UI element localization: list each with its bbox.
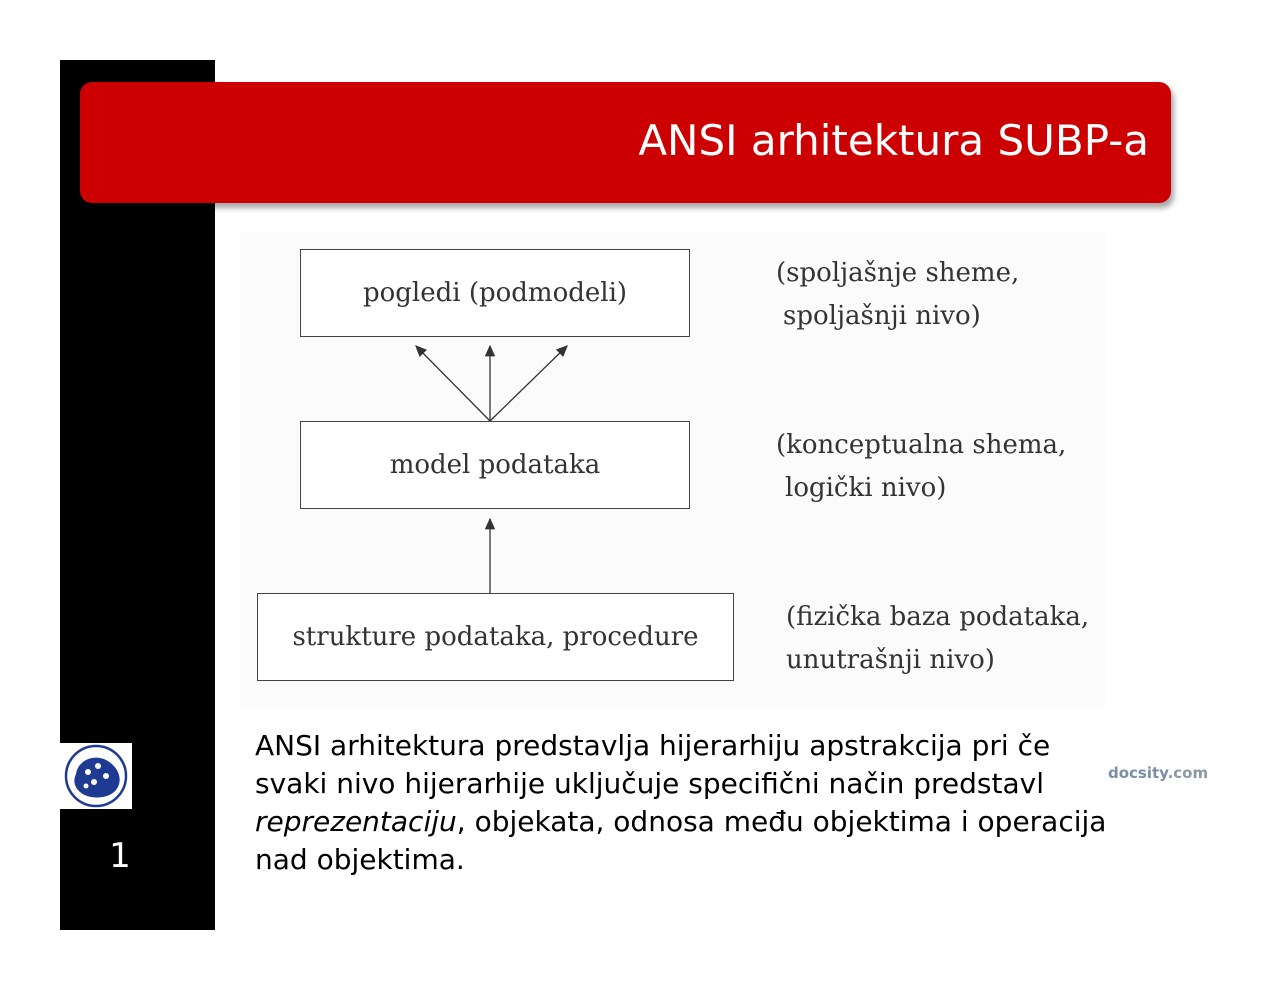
body-line-3: [255, 803, 1165, 841]
label-conceptual-line2: logički nivo): [785, 473, 947, 503]
label-internal-line1: (fizička baza podataka,: [786, 602, 1090, 632]
diagram-box-data-structures: strukture podataka, procedure: [257, 593, 734, 681]
label-conceptual-line1: (konceptualna shema,: [776, 430, 1067, 460]
ansi-architecture-diagram: [240, 232, 1105, 707]
diagram-box-views: pogledi (podmodeli): [300, 249, 690, 337]
arrow-model-to-view-left: [416, 346, 490, 421]
page-number: 1: [109, 836, 131, 876]
label-internal-level: [786, 596, 1089, 682]
body-line-4: nad objektima.: [255, 843, 465, 876]
body-line-3-rest: , objekata, odnosa među objektima i operacija: [456, 805, 1107, 838]
docsity-watermark: [1108, 764, 1208, 782]
slide-body-text: [255, 727, 1107, 879]
university-logo: [60, 743, 132, 809]
slide-title: ANSI arhitektura SUBP-a: [638, 116, 1149, 165]
watermark-name: docsity: [1108, 764, 1168, 782]
label-external-level: [776, 252, 1019, 338]
title-bar: [80, 82, 1171, 203]
label-external-line1: (spoljašnje sheme,: [776, 258, 1020, 288]
label-external-line2: spoljašnji nivo): [783, 301, 981, 331]
arrow-model-to-view-right: [490, 346, 567, 421]
body-line-2: svaki nivo hijerarhije uključuje specifični način predstavl: [255, 767, 1044, 800]
watermark-domain: .com: [1167, 764, 1209, 782]
label-conceptual-level: [776, 424, 1066, 510]
label-internal-line2: unutrašnji nivo): [786, 645, 995, 675]
logo-emblem-icon: [64, 744, 128, 808]
diagram-box-data-model: model podataka: [300, 421, 690, 509]
body-line-1: ANSI arhitektura predstavlja hijerarhiju apstrakcija pri če: [255, 729, 1051, 762]
body-line-3-italic: reprezentaciju: [255, 805, 457, 838]
